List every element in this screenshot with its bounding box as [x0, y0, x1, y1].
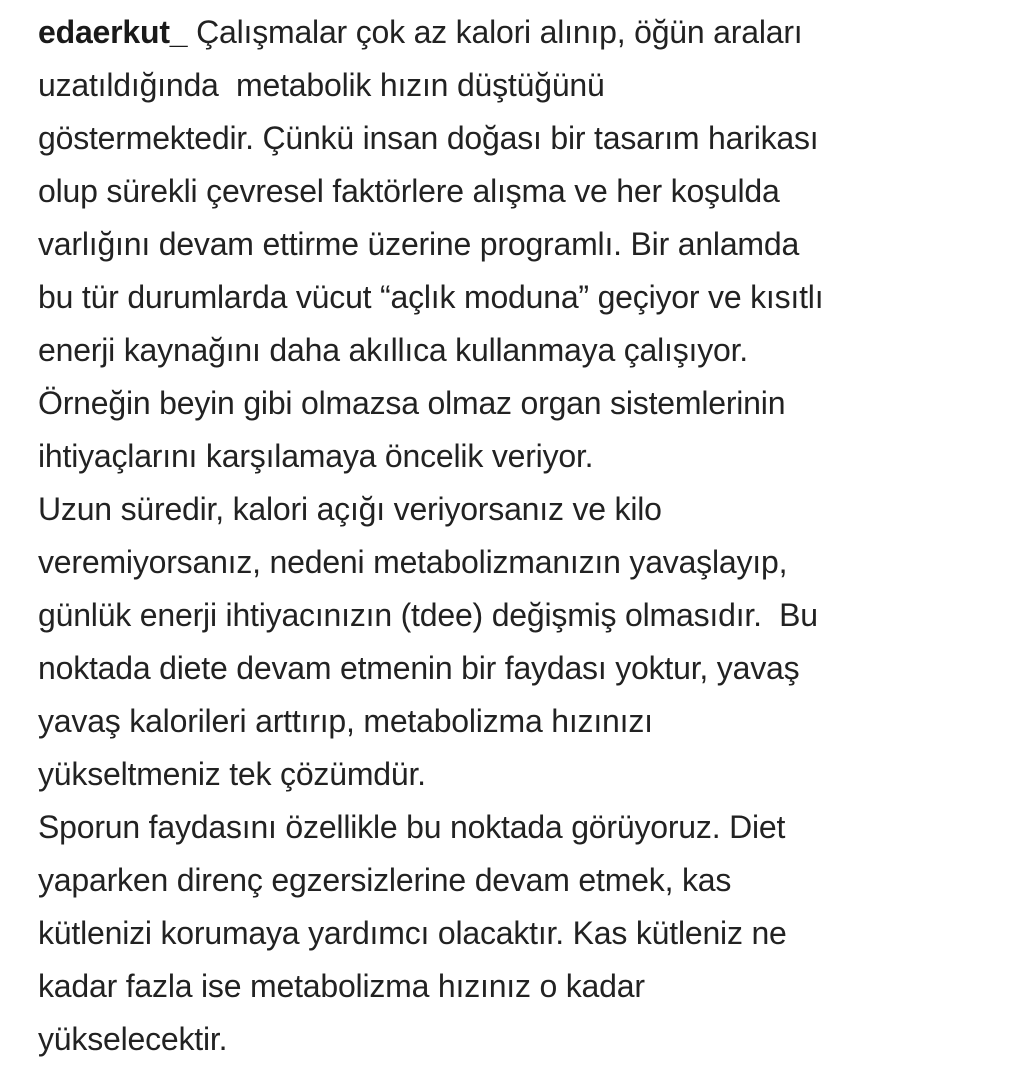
caption-line: enerji kaynağını daha akıllıca kullanmaya çalışıyor. — [38, 332, 748, 368]
caption-line: Uzun süredir, kalori açığı veriyorsanız ve kilo — [38, 491, 662, 527]
caption-line: kütlenizi korumaya yardımcı olacaktır. Kas kütleniz ne — [38, 915, 787, 951]
caption-line: göstermektedir. Çünkü insan doğası bir tasarım harikası — [38, 120, 819, 156]
caption-line: olup sürekli çevresel faktörlere alışma ve her koşulda — [38, 173, 780, 209]
caption-line: kadar fazla ise metabolizma hızınız o kadar — [38, 968, 645, 1004]
caption-line: yükseltmeniz tek çözümdür. — [38, 756, 426, 792]
caption-line: yükselecektir. — [38, 1021, 228, 1057]
caption-line: noktada diete devam etmenin bir faydası yoktur, yavaş — [38, 650, 800, 686]
caption-line: uzatıldığında metabolik hızın düştüğünü — [38, 67, 605, 103]
caption-text: Çalışmalar çok az kalori alınıp, öğün araları — [187, 14, 803, 50]
caption-line: Sporun faydasını özellikle bu noktada görüyoruz. Diet — [38, 809, 786, 845]
caption-line: varlığını devam ettirme üzerine programlı. Bir anlamda — [38, 226, 800, 262]
caption-first-line — [38, 6, 1013, 59]
post-caption — [38, 6, 1013, 1066]
caption-line: ihtiyaçlarını karşılamaya öncelik veriyor. — [38, 438, 594, 474]
caption-line: veremiyorsanız, nedeni metabolizmanızın yavaşlayıp, — [38, 544, 788, 580]
caption-line: günlük enerji ihtiyacınızın (tdee) değişmiş olmasıdır. Bu — [38, 597, 818, 633]
caption-line: Örneğin beyin gibi olmazsa olmaz organ sistemlerinin — [38, 385, 786, 421]
username-link[interactable]: edaerkut_ — [38, 14, 188, 50]
caption-line: yavaş kalorileri arttırıp, metabolizma hızınızı — [38, 703, 653, 739]
caption-line: yaparken direnç egzersizlerine devam etmek, kas — [38, 862, 732, 898]
caption-line: bu tür durumlarda vücut “açlık moduna” geçiyor ve kısıtlı — [38, 279, 824, 315]
